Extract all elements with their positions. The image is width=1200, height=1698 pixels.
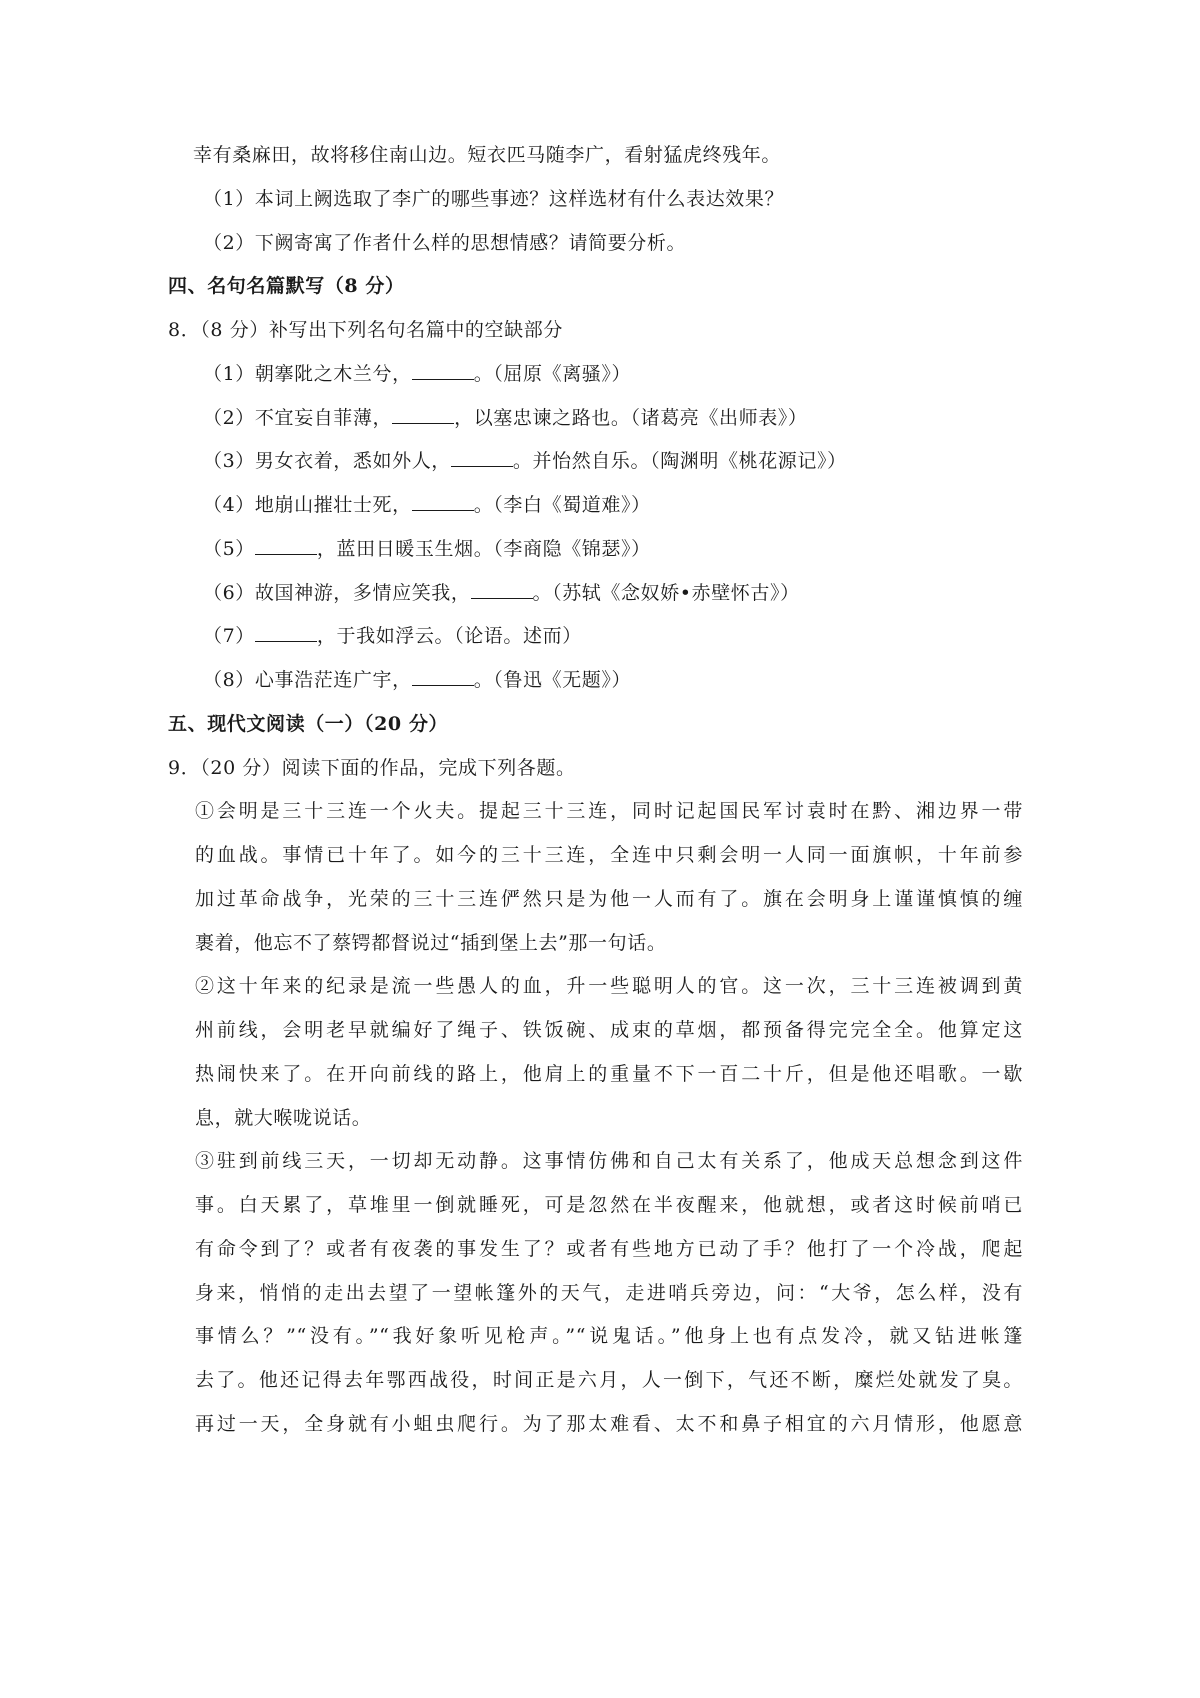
answer-blank[interactable]	[471, 580, 533, 599]
paragraph-2-line: 息，就大喉咙说话。	[195, 1107, 372, 1129]
poem-text: 幸有桑麻田，故将移住南山边。短衣匹马随李广，看射猛虎终残年。	[193, 144, 782, 166]
paragraph-3-line: ③驻到前线三天，一切却无动静。这事情仿佛和自己太有关系了，他成天总想念到这件	[195, 1150, 1023, 1172]
q7-subquestion-1: （1）本词上阙选取了李广的哪些事迹？这样选材有什么表达效果？	[203, 188, 785, 210]
item-text: 。（李白《蜀道难》）	[473, 494, 651, 516]
answer-blank[interactable]	[412, 361, 474, 380]
paragraph-3-line: 有命令到了？或者有夜袭的事发生了？或者有些地方已动了手？他打了一个冷战，爬起	[195, 1238, 1023, 1260]
paragraph-3-line: 事。白天累了，草堆里一倒就睡死，可是忽然在半夜醒来，他就想，或者这时候前哨已	[195, 1194, 1023, 1216]
paragraph-3-line: 事情么？”“没有。”“我好象听见枪声。”“说鬼话。”他身上也有点发冷，就又钻进帐篷	[195, 1325, 1023, 1347]
fill-blank-item-5	[203, 536, 651, 562]
item-text: ，蓝田日暖玉生烟。（李商隐《锦瑟》）	[316, 538, 651, 560]
q9-stem: 9．（20 分）阅读下面的作品，完成下列各题。	[168, 757, 576, 779]
paragraph-3-line: 去了。他还记得去年鄂西战役，时间正是六月，人一倒下，气还不断，糜烂处就发了臭。	[195, 1369, 1023, 1391]
section-heading-4: 四、名句名篇默写（8 分）	[168, 275, 405, 297]
answer-blank[interactable]	[412, 667, 474, 686]
item-text: （8）心事浩茫连广宇，	[203, 669, 412, 691]
fill-blank-item-7	[203, 623, 582, 649]
paragraph-2-line: 州前线，会明老早就编好了绳子、铁饭碗、成束的草烟，都预备得完完全全。他算定这	[195, 1019, 1023, 1041]
item-text: 。（屈原《离骚》）	[473, 363, 632, 385]
item-text: 。（鲁迅《无题》）	[473, 669, 632, 691]
item-text: ，以塞忠谏之路也。（诸葛亮《出师表》）	[454, 407, 808, 429]
answer-blank[interactable]	[412, 492, 474, 511]
answer-blank[interactable]	[392, 405, 454, 424]
item-text: （3）男女衣着，悉如外人，	[203, 450, 451, 472]
paragraph-1-line: 加过革命战争，光荣的三十三连俨然只是为他一人而有了。旗在会明身上谨谨慎慎的缠	[195, 888, 1023, 910]
item-text: （6）故国神游，多情应笑我，	[203, 582, 471, 604]
item-text: （5）	[203, 538, 255, 560]
fill-blank-item-3	[203, 448, 847, 474]
q7-subquestion-2: （2）下阙寄寓了作者什么样的思想情感？请简要分析。	[203, 232, 687, 254]
fill-blank-item-1	[203, 361, 631, 387]
paragraph-1-line: ①会明是三十三连一个火夫。提起三十三连，同时记起国民军讨袁时在黔、湘边界一带	[195, 800, 1023, 822]
section-heading-5: 五、现代文阅读（一）（20 分）	[168, 713, 449, 735]
paragraph-3-line: 身来，悄悄的走出去望了一望帐篷外的天气，走进哨兵旁边，问：“大爷，怎么样，没有	[195, 1282, 1023, 1304]
item-text: ，于我如浮云。（论语。述而）	[316, 625, 582, 647]
item-text: （1）朝搴阰之木兰兮，	[203, 363, 412, 385]
item-text: （2）不宜妄自菲薄，	[203, 407, 393, 429]
fill-blank-item-8	[203, 667, 631, 693]
paragraph-1-line: 裹着，他忘不了蔡锷都督说过“插到堡上去”那一句话。	[195, 932, 667, 954]
paragraph-1-line: 的血战。事情已十年了。如今的三十三连，全连中只剩会明一人同一面旗帜，十年前参	[195, 844, 1023, 866]
item-text: （7）	[203, 625, 255, 647]
paragraph-3-line: 再过一天，全身就有小蛆虫爬行。为了那太难看、太不和鼻子相宜的六月情形，他愿意	[195, 1413, 1023, 1435]
fill-blank-item-6	[203, 580, 800, 606]
item-text: 。并怡然自乐。（陶渊明《桃花源记》）	[512, 450, 847, 472]
item-text: （4）地崩山摧壮士死，	[203, 494, 412, 516]
answer-blank[interactable]	[255, 623, 317, 642]
paragraph-2-line: ②这十年来的纪录是流一些愚人的血，升一些聪明人的官。这一次，三十三连被调到黄	[195, 975, 1023, 997]
answer-blank[interactable]	[255, 536, 317, 555]
q8-stem: 8．（8 分）补写出下列名句名篇中的空缺部分	[168, 319, 563, 341]
fill-blank-item-4	[203, 492, 651, 518]
fill-blank-item-2	[203, 405, 808, 431]
answer-blank[interactable]	[451, 448, 513, 467]
paragraph-2-line: 热闹快来了。在开向前线的路上，他肩上的重量不下一百二十斤，但是他还唱歌。一歇	[195, 1063, 1023, 1085]
item-text: 。（苏轼《念奴娇•赤壁怀古》）	[532, 582, 800, 604]
